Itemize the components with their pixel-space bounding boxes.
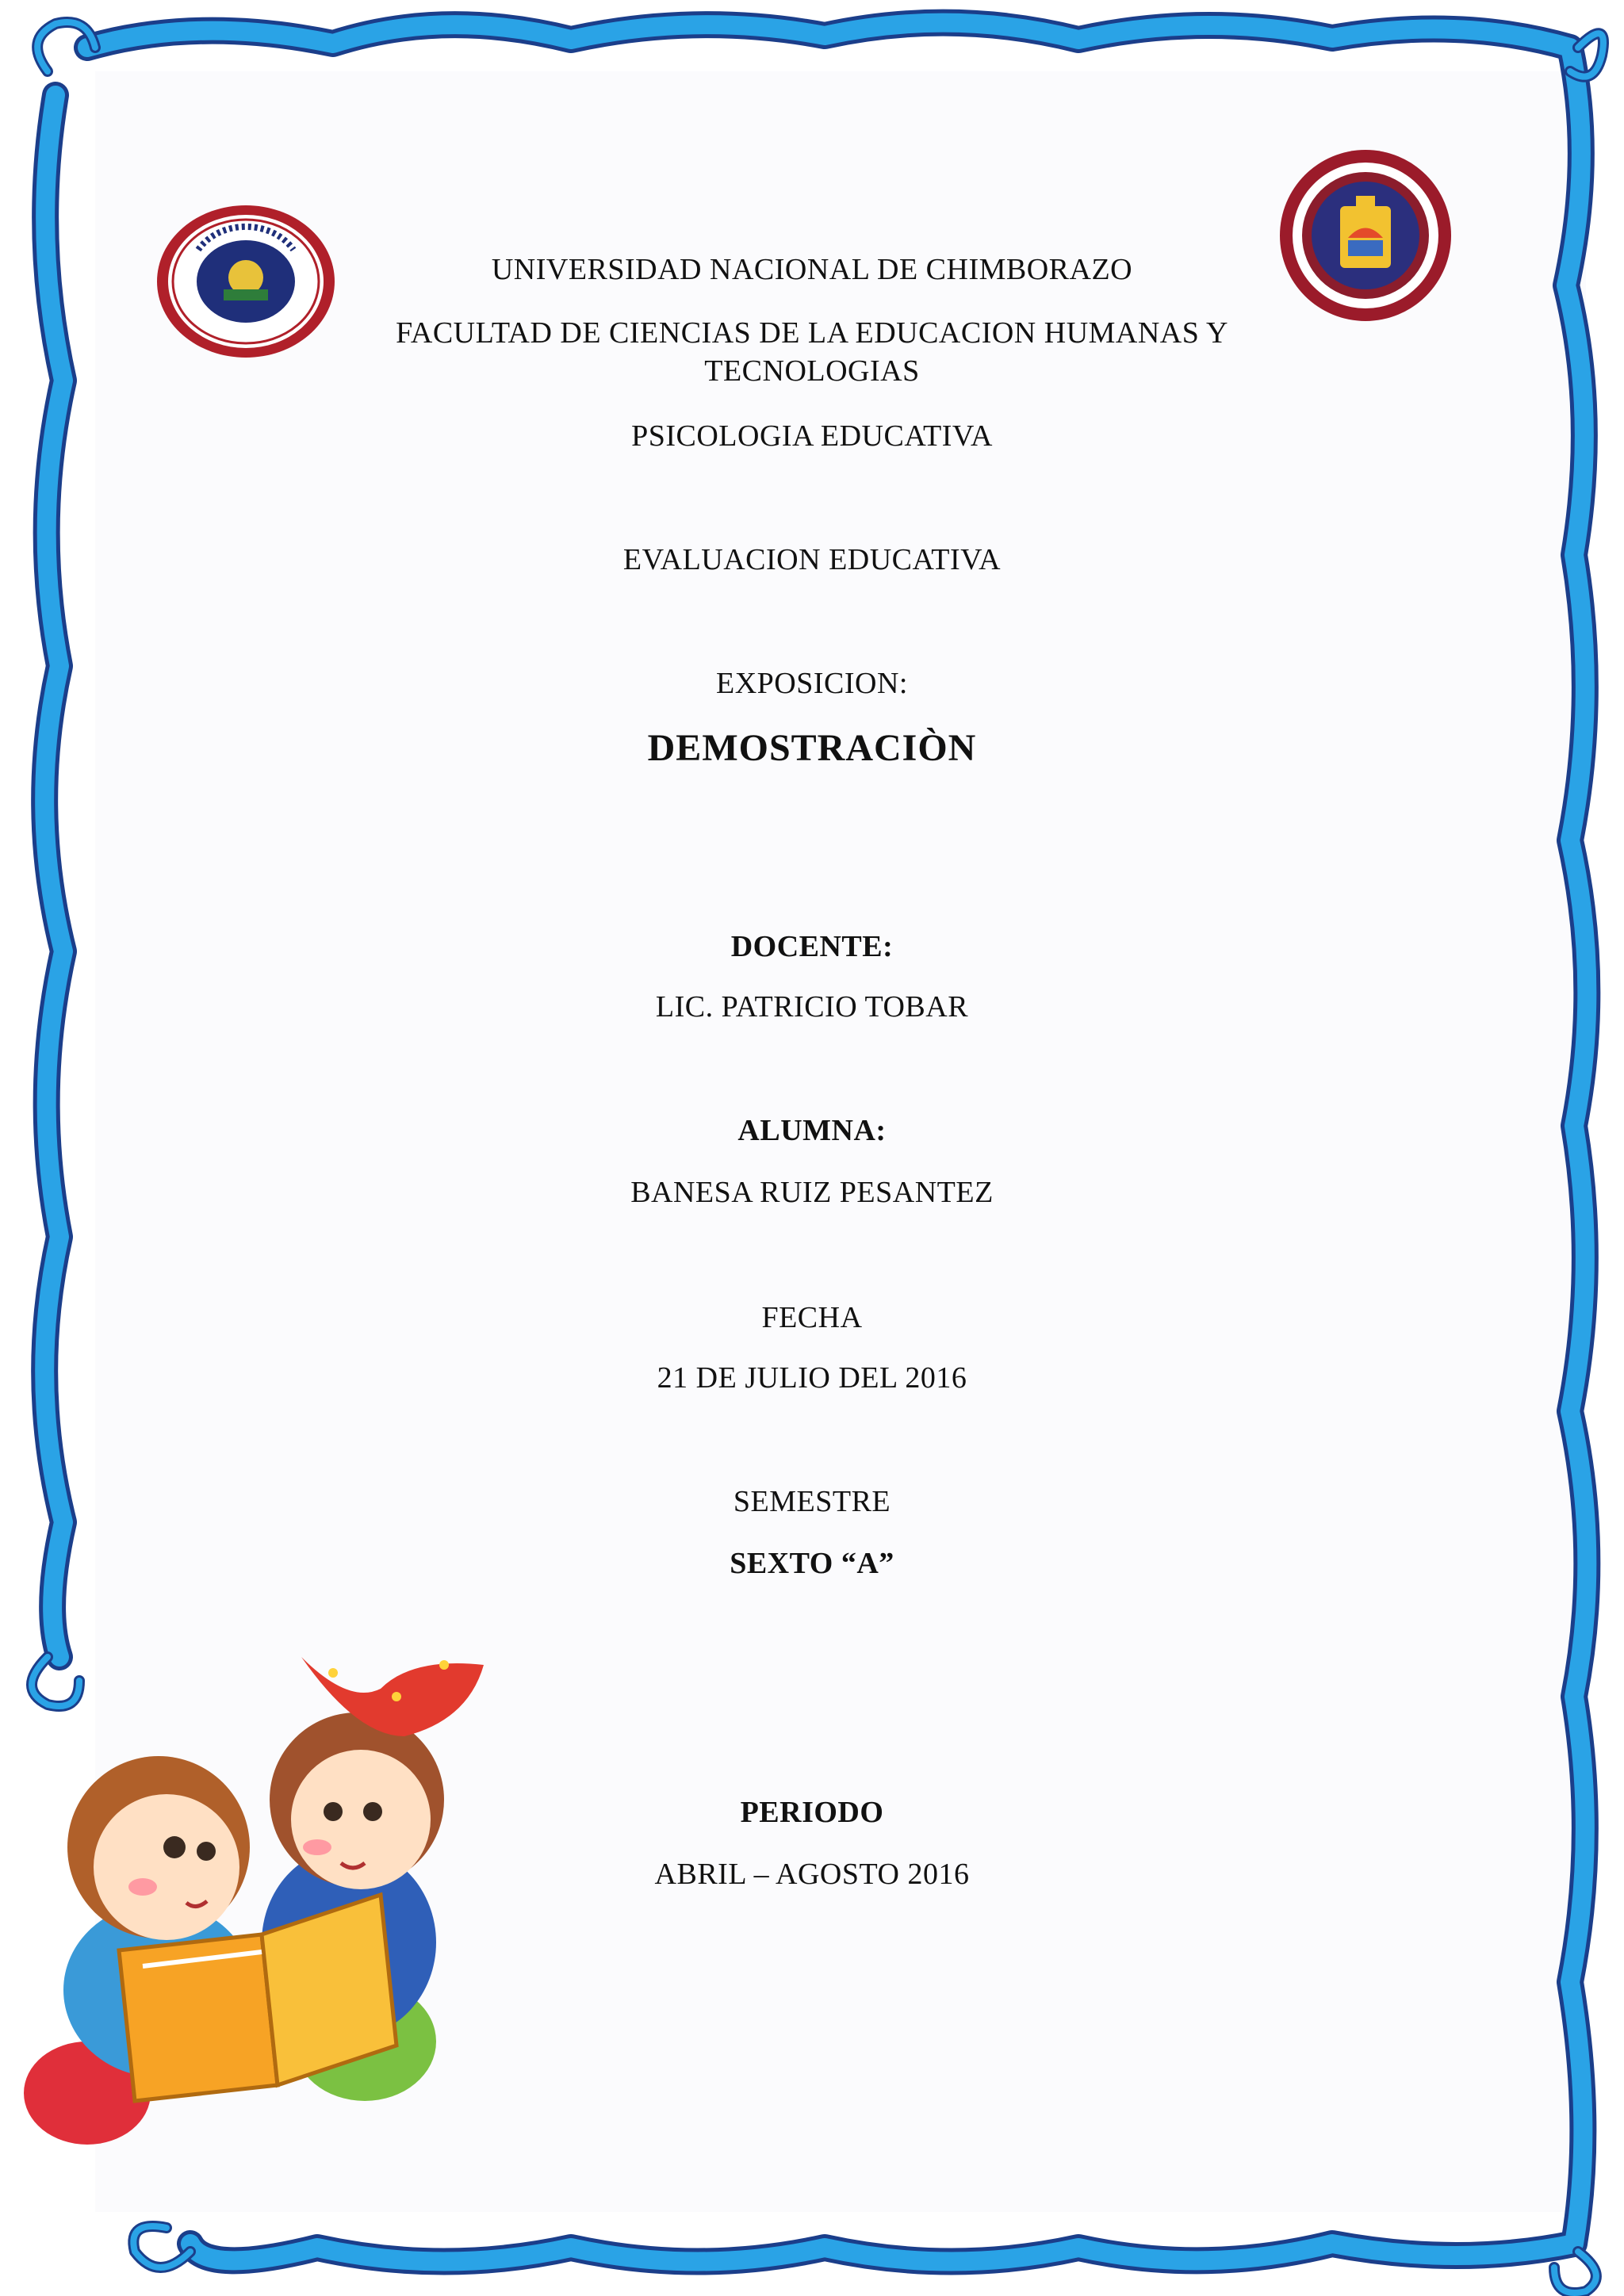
student-label: ALUMNA:: [737, 1114, 887, 1147]
university-name: UNIVERSIDAD NACIONAL DE CHIMBORAZO: [491, 253, 1133, 286]
exposition-title: DEMOSTRACIÒN: [647, 727, 977, 769]
exposition-label: EXPOSICION:: [716, 667, 908, 700]
period-value: ABRIL – AGOSTO 2016: [654, 1858, 970, 1891]
date-value: 21 DE JULIO DEL 2016: [657, 1361, 967, 1395]
semester-label: SEMESTRE: [733, 1485, 891, 1518]
faculty-name-line1: FACULTAD DE CIENCIAS DE LA EDUCACION HUMANAS Y: [396, 316, 1228, 350]
children-reading-book-icon: [0, 1609, 539, 2164]
date-label: FECHA: [761, 1301, 863, 1334]
semester-value: SEXTO “A”: [730, 1547, 894, 1580]
student-name: BANESA RUIZ PESANTEZ: [630, 1176, 994, 1209]
faculty-name-line2: TECNOLOGIAS: [704, 354, 920, 388]
subject-name: EVALUACION EDUCATIVA: [622, 543, 1002, 576]
faculty-emblem-icon: [1277, 147, 1454, 324]
teacher-name: LIC. PATRICIO TOBAR: [655, 990, 969, 1024]
period-label: PERIODO: [740, 1796, 884, 1829]
teacher-label: DOCENTE:: [730, 930, 894, 963]
career-name: PSICOLOGIA EDUCATIVA: [631, 419, 993, 453]
